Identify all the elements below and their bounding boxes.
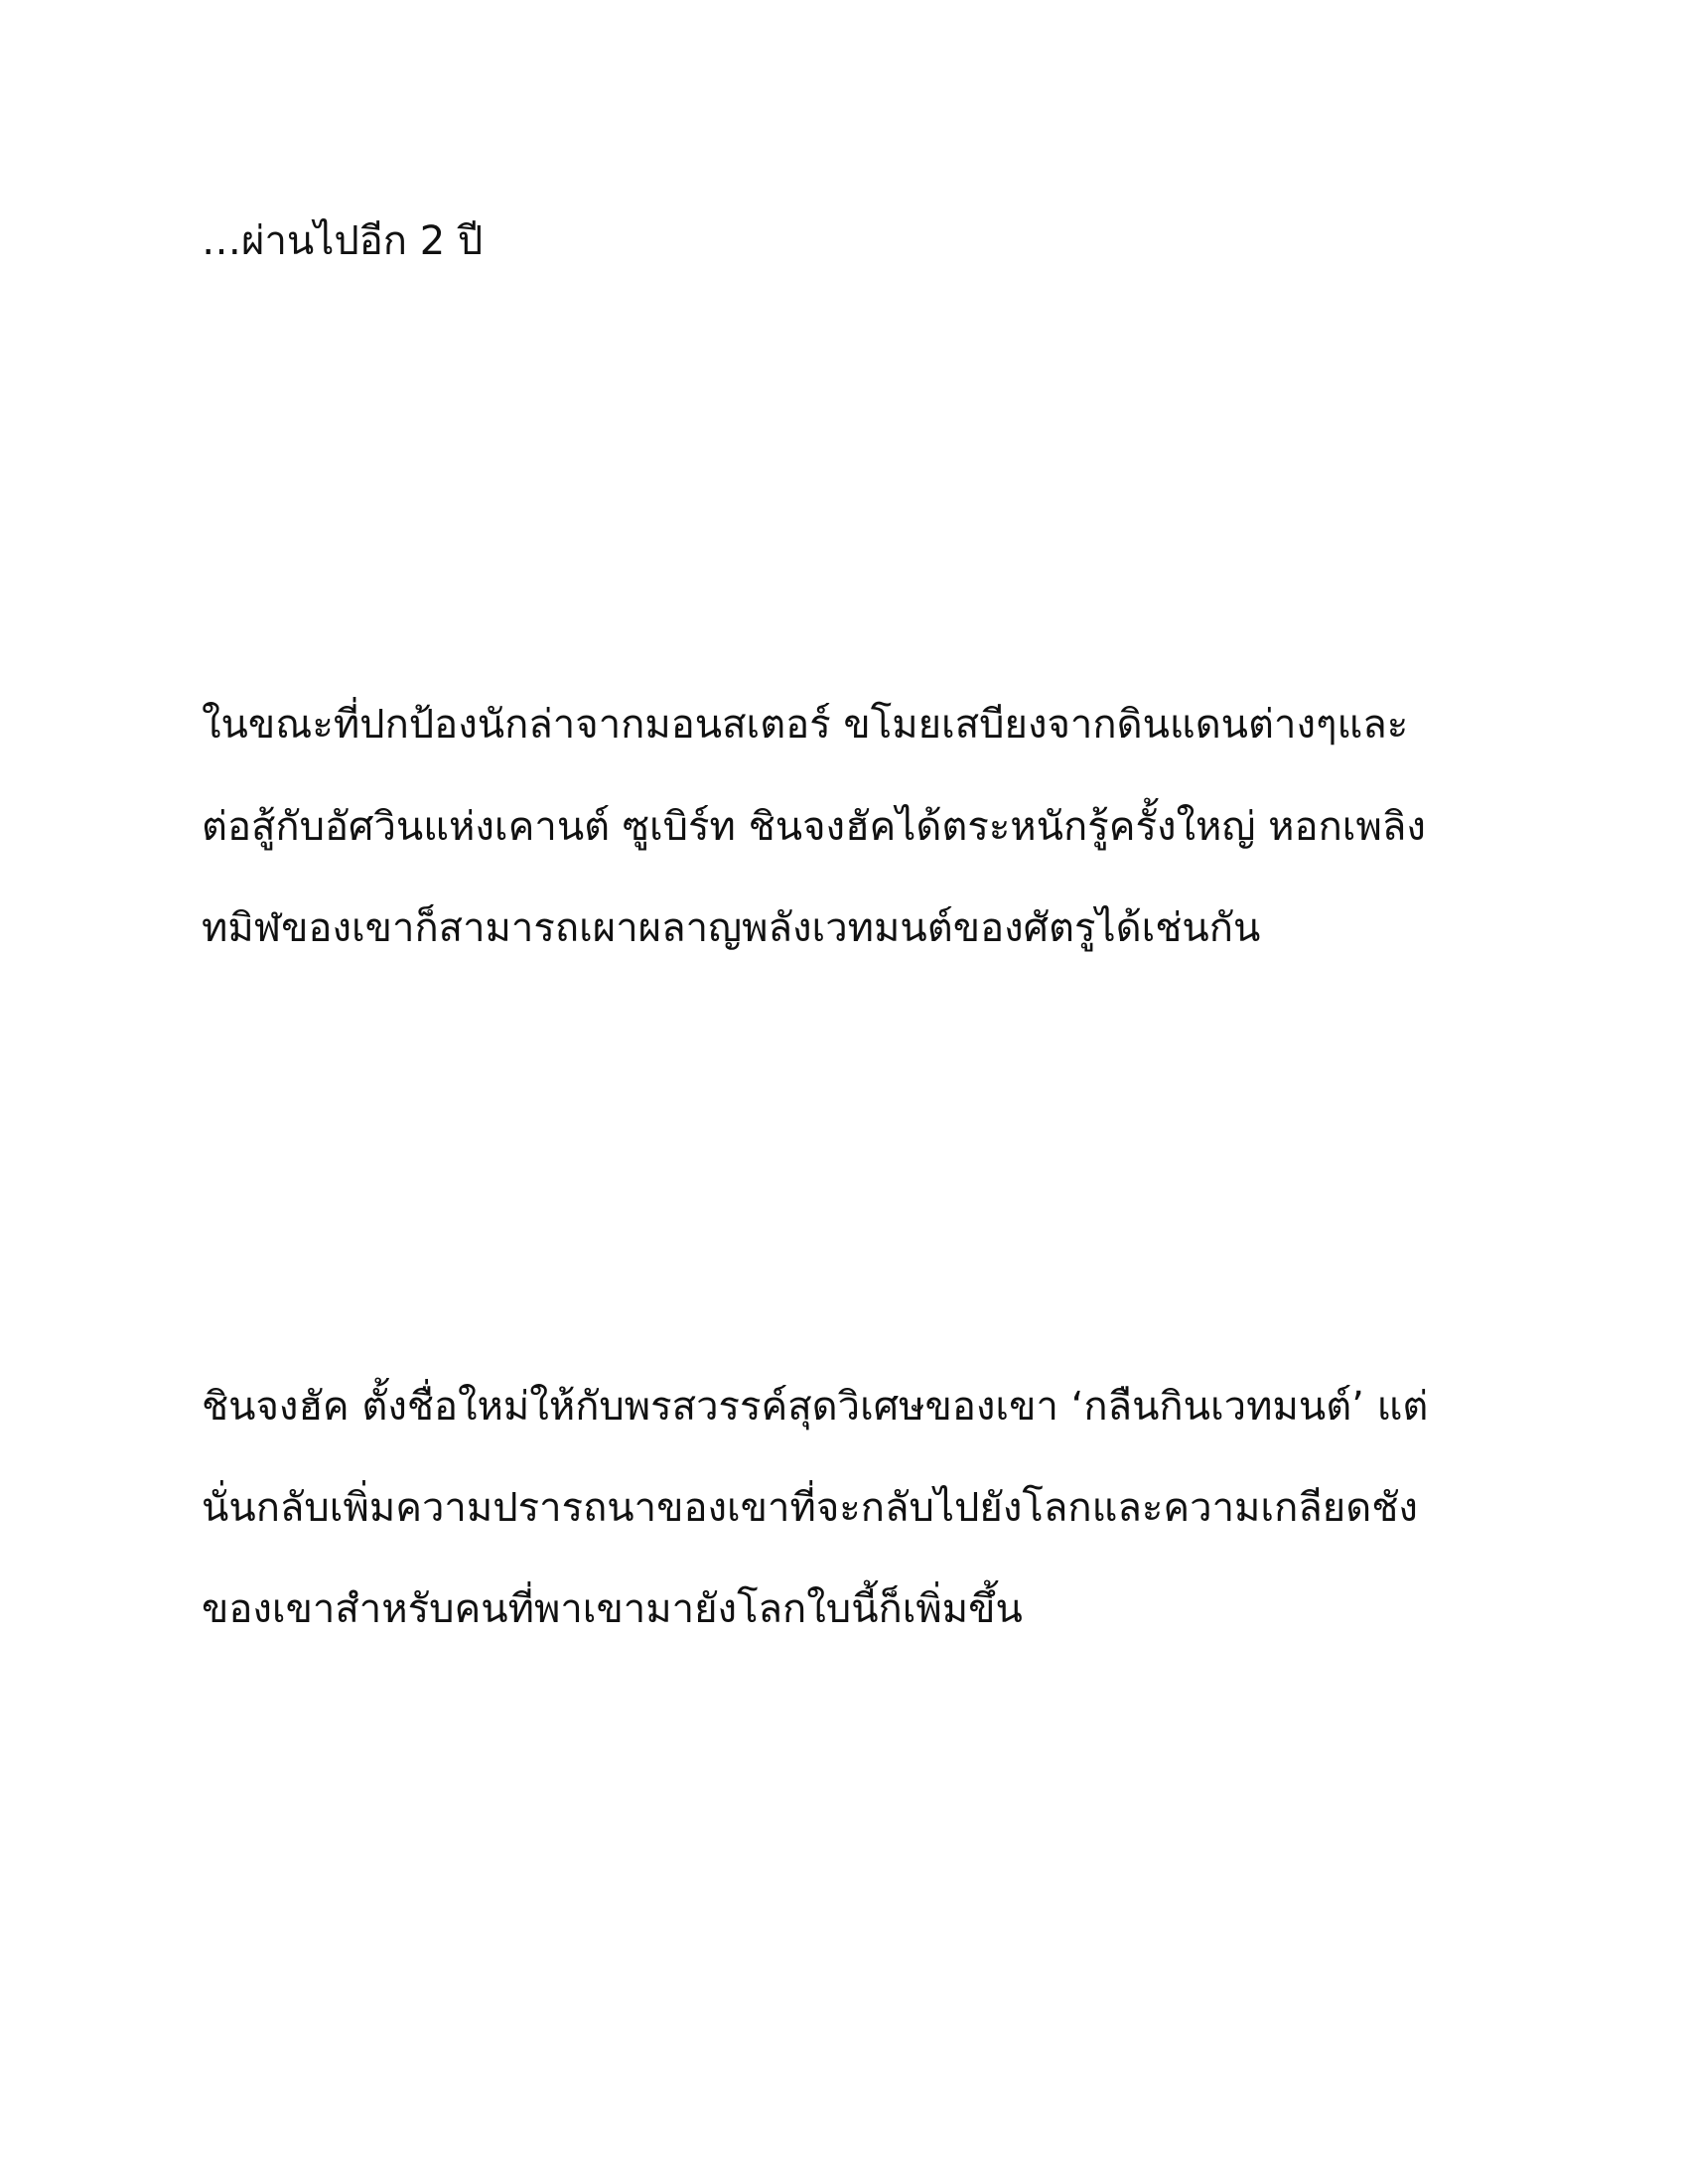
paragraph-2-line-3: ของเขาสำหรับคนที่พาเขามายังโลกใบนี้ก็เพิ่มขึ้น: [202, 1586, 1023, 1632]
paragraph-1-line-3: ทมิฬของเขาก็สามารถเผาผลาญพลังเวทมนต์ของศัตรูได้เช่นกัน: [202, 905, 1261, 951]
paragraph-1-line-1: ในขณะที่ปกป้องนักล่าจากมอนสเตอร์ ขโมยเสบียงจากดินแดนต่างๆและ: [202, 702, 1409, 748]
paragraph-1-line-2: ต่อสู้กับอัศวินแห่งเคานต์ ซูเบิร์ท ชินจงฮัคได้ตระหนักรู้ครั้งใหญ่ หอกเพลิง: [202, 804, 1426, 850]
intro-line: …ผ่านไปอีก 2 ปี: [202, 218, 484, 264]
paragraph-2-line-1: ชินจงฮัค ตั้งชื่อใหม่ให้กับพรสวรรค์สุดวิเศษของเขา ‘กลืนกินเวทมนต์’ แต่: [202, 1384, 1429, 1430]
paragraph-2-line-2: นั่นกลับเพิ่มความปรารถนาของเขาที่จะกลับไปยังโลกและความเกลียดชัง: [202, 1485, 1418, 1531]
